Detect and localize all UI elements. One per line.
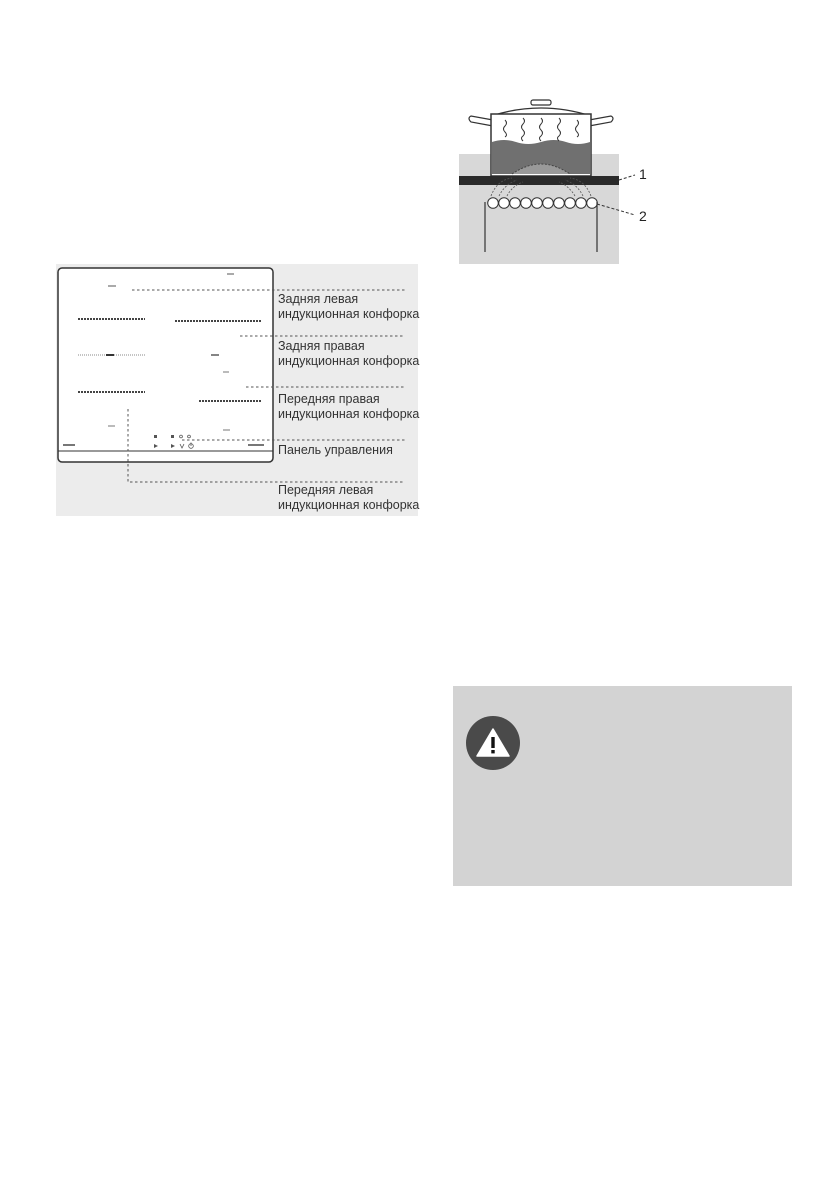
callout-2: 2: [639, 208, 647, 224]
warning-box: [453, 686, 792, 886]
pot-handle-left: [469, 116, 493, 126]
label-front-left-line2: индукционная конфорка: [278, 498, 420, 512]
glass-ceramic-plate: [459, 176, 619, 185]
pot-handle-right: [589, 116, 613, 126]
label-front-right-line1: Передняя правая: [278, 392, 380, 406]
hob-diagram: [56, 264, 418, 516]
warning-icon: [465, 715, 521, 771]
callout-leader-1: [619, 175, 635, 180]
hob-glass-outline: [58, 268, 273, 462]
label-rear-left-line2: индукционная конфорка: [278, 307, 420, 321]
label-front-left: [278, 483, 419, 513]
label-front-right-line2: индукционная конфорка: [278, 407, 420, 421]
label-rear-right-line1: Задняя правая: [278, 339, 365, 353]
pot-lid-knob: [531, 100, 551, 105]
induction-drawing: [457, 96, 657, 266]
induction-diagram: [457, 96, 657, 266]
label-front-left-line1: Передняя левая: [278, 483, 374, 497]
label-front-right: [278, 392, 419, 422]
label-control-panel: [278, 443, 393, 458]
callout-1: 1: [639, 166, 647, 182]
label-rear-right-line2: индукционная конфорка: [278, 354, 420, 368]
label-control-panel-line1: Панель управления: [278, 443, 393, 457]
label-rear-left-line1: Задняя левая: [278, 292, 359, 306]
label-rear-right: [278, 339, 419, 369]
label-rear-left: [278, 292, 419, 322]
